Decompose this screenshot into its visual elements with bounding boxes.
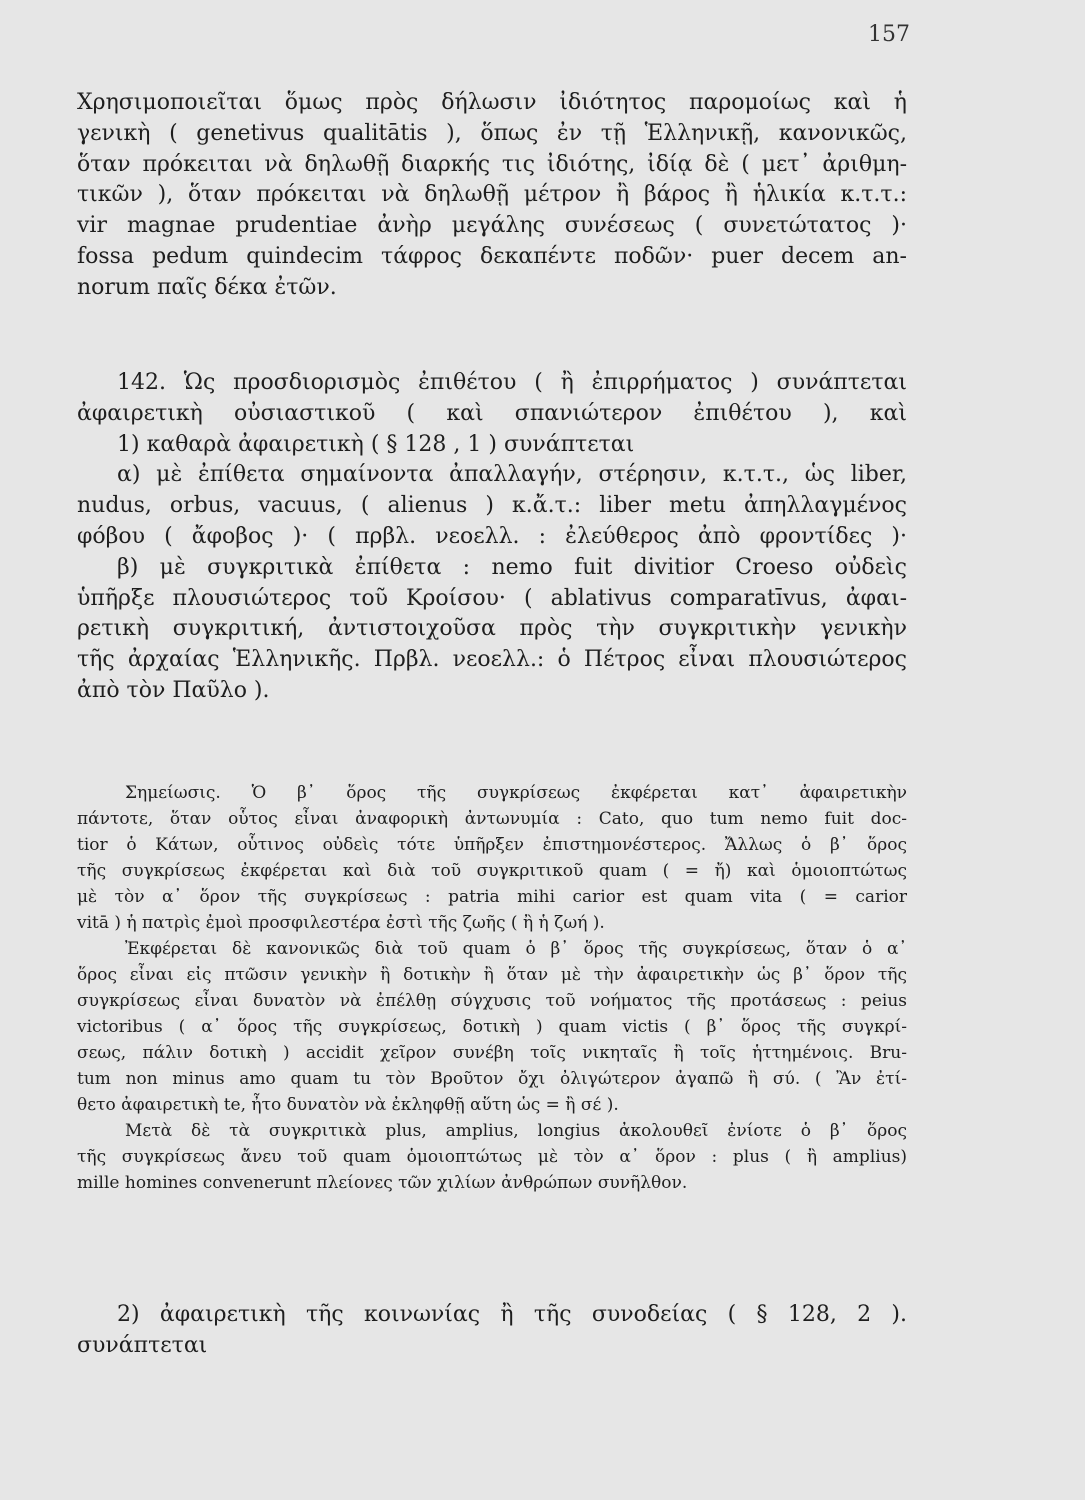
subsection-2-line: συνάπτεται xyxy=(77,1332,208,1358)
note-line: σεως, πάλιν δοτικὴ ) accidit χεῖρον συνέβη τοῖς νικηταῖς ἢ τοῖς ἡττημένοις. Bru- xyxy=(77,1043,907,1063)
subsection-2-heading: 2) ἀφαιρετικὴ τῆς κοινωνίας ἢ τῆς συνοδείας ( § 128, 2 ). xyxy=(117,1302,907,1327)
section-142-line: φόβου ( ἄφοβος )· ( πρβλ. νεοελλ. : ἐλεύθερος ἀπὸ φροντίδες )· xyxy=(77,523,907,549)
notes-block xyxy=(77,780,907,1196)
section-2 xyxy=(77,1300,907,1362)
section-142-line: ἀφαιρετικὴ οὐσιαστικοῦ ( καὶ σπανιώτερον ἐπιθέτου ), καὶ xyxy=(77,400,907,426)
intro-line-2: γενικὴ ( genetivus qualitātis ), ὅπως ἐν τῇ Ἑλληνικῇ, κανονικῶς, xyxy=(77,120,907,146)
intro-line-1: Χρησιμοποιεῖται ὅμως πρὸς δήλωσιν ἰδιότητος παρομοίως καὶ ἡ xyxy=(77,90,907,115)
section-142-line: ρετικὴ συγκριτική, ἀντιστοιχοῦσα πρὸς τὴν συγκριτικὴν γενικὴν xyxy=(77,616,907,642)
note-line: tum non minus amo quam tu τὸν Βροῦτον ὄχι ὀλιγώτερον ἀγαπῶ ἢ σύ. ( Ἂν ἐτί- xyxy=(77,1069,907,1089)
note-line: τῆς συγκρίσεως ἄνευ τοῦ quam ὁμοιοπτώτως μὲ τὸν α᾽ ὅρον : plus ( ἢ amplius) xyxy=(77,1147,907,1167)
section-142-line: nudus, orbus, vacuus, ( alienus ) κ.ἄ.τ.: liber metu ἀπηλλαγμένος xyxy=(77,493,907,519)
note-line: μὲ τὸν α᾽ ὅρον τῆς συγκρίσεως : patria mihi carior est quam vita ( = carior xyxy=(77,887,907,907)
page-number: 157 xyxy=(868,22,910,47)
section-142 xyxy=(77,368,907,707)
note-line: mille homines convenerunt πλείονες τῶν χιλίων ἀνθρώπων συνῆλθον. xyxy=(77,1173,688,1193)
note-line: victoribus ( α᾽ ὅρος τῆς συγκρίσεως, δοτικὴ ) quam victis ( β᾽ ὅρος τῆς συγκρί- xyxy=(77,1017,907,1037)
subsection-1-heading: 1) καθαρὰ ἀφαιρετικὴ ( § 128 , 1 ) συνάπτεται xyxy=(117,431,635,457)
note-line: συγκρίσεως εἶναι δυνατὸν νὰ ἐπέλθῃ σύγχυσις τοῦ νοήματος τῆς προτάσεως : peius xyxy=(77,991,907,1011)
note-line: vitā ) ἡ πατρὶς ἐμοὶ προσφιλεστέρα ἐστὶ τῆς ζωῆς ( ἢ ἡ ζωή ). xyxy=(77,913,605,933)
note-line: Ἐκφέρεται δὲ κανονικῶς διὰ τοῦ quam ὁ β᾽ ὅρος τῆς συγκρίσεως, ὅταν ὁ α᾽ xyxy=(125,939,907,959)
intro-line-5: vir magnae prudentiae ἀνὴρ μεγάλης συνέσεως ( συνετώτατος )· xyxy=(77,213,907,239)
note-line: tior ὁ Κάτων, οὗτινος οὐδεὶς τότε ὑπῆρξεν ἐπιστημονέστερος. Ἄλλως ὁ β᾽ ὅρος xyxy=(77,835,907,855)
note-line: θετο ἀφαιρετικὴ te, ἦτο δυνατὸν νὰ ἐκληφθῇ αὕτη ὡς = ἢ σέ ). xyxy=(77,1095,619,1115)
note-heading-line: Σημείωσις. Ὁ β᾽ ὅρος τῆς συγκρίσεως ἐκφέρεται κατ᾽ ἀφαιρετικὴν xyxy=(125,783,907,803)
note-line: τῆς συγκρίσεως ἐκφέρεται καὶ διὰ τοῦ συγκριτικοῦ quam ( = ἤ) καὶ ὁμοιοπτώτως xyxy=(77,861,907,881)
intro-line-3: ὅταν πρόκειται νὰ δηλωθῇ διαρκής τις ἰδιότης, ἰδίᾳ δὲ ( μετ᾽ ἀριθμη- xyxy=(77,151,907,177)
item-beta: β) μὲ συγκριτικὰ ἐπίθετα : nemo fuit divitior Croeso οὐδεὶς xyxy=(117,554,907,580)
note-line: Μετὰ δὲ τὰ συγκριτικὰ plus, amplius, longius ἀκολουθεῖ ἐνίοτε ὁ β᾽ ὅρος xyxy=(125,1121,907,1141)
intro-line-7: norum παῖς δέκα ἐτῶν. xyxy=(77,274,337,300)
section-142-line: ἀπὸ τὸν Παῦλο ). xyxy=(77,677,270,703)
section-142-line: τῆς ἀρχαίας Ἑλληνικῆς. Πρβλ. νεοελλ.: ὁ Πέτρος εἶναι πλουσιώτερος xyxy=(77,647,907,673)
section-142-heading: 142. Ὡς προσδιορισμὸς ἐπιθέτου ( ἢ ἐπιρρήματος ) συνάπτεται xyxy=(117,370,907,395)
note-line: ὅρος εἶναι εἰς πτῶσιν γενικὴν ἢ δοτικὴν ἢ ὅταν μὲ τὴν ἀφαιρετικὴν ὡς β᾽ ὅρον τῆς xyxy=(77,965,907,985)
intro-line-4: τικῶν ), ὅταν πρόκειται νὰ δηλωθῇ μέτρον ἢ βάρος ἢ ἡλικία κ.τ.τ.: xyxy=(77,182,907,208)
intro-paragraph xyxy=(77,88,907,304)
intro-line-6: fossa pedum quindecim τάφρος δεκαπέντε ποδῶν· puer decem an- xyxy=(77,243,907,269)
item-alpha: α) μὲ ἐπίθετα σημαίνοντα ἀπαλλαγήν, στέρησιν, κ.τ.τ., ὡς liber, xyxy=(117,462,907,488)
note-line: πάντοτε, ὅταν οὗτος εἶναι ἀναφορικὴ ἀντωνυμία : Cato, quo tum nemo fuit doc- xyxy=(77,809,907,829)
section-142-line: ὑπῆρξε πλουσιώτερος τοῦ Κροίσου· ( ablativus comparatīvus, ἀφαι- xyxy=(77,585,907,611)
